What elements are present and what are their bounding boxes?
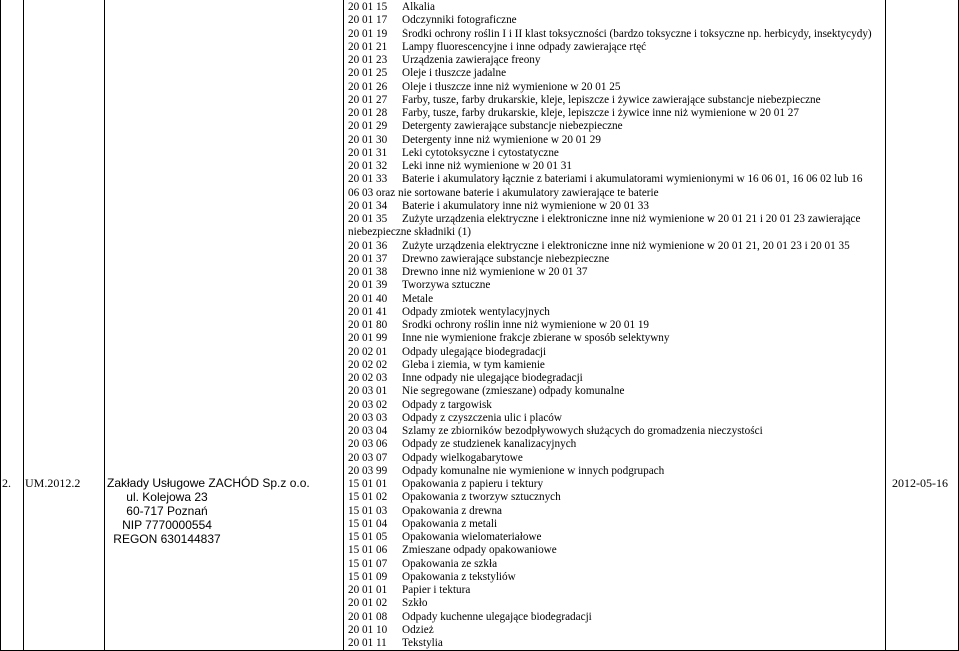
waste-description: Opakowania z drewna <box>402 504 503 517</box>
waste-code: 15 01 05 <box>348 531 388 543</box>
waste-code: 20 01 40 <box>348 292 388 305</box>
waste-description: Opakowania z papieru i tektury <box>402 478 544 490</box>
waste-description: Farby, tusze, farby drukarskie, kleje, lepiszcze i żywice zawierające substancje niebezpieczne <box>402 93 821 106</box>
waste-description: Leki inne niż wymienione w 20 01 31 <box>402 160 572 172</box>
waste-description: Odpady wielkogabarytowe <box>402 451 523 464</box>
waste-code: 15 01 02 <box>348 491 388 504</box>
waste-description: Odzież <box>402 623 434 636</box>
list-item <box>348 584 953 597</box>
list-item <box>348 94 953 107</box>
waste-description: Leki cytotoksyczne i cytostatyczne <box>402 146 559 159</box>
waste-code: 20 02 03 <box>348 372 388 384</box>
list-item <box>348 107 953 120</box>
company-regon: REGON 630144837 <box>113 532 221 546</box>
waste-description: Tworzywa sztuczne <box>402 279 491 292</box>
list-item <box>348 134 953 147</box>
waste-code: 20 01 32 <box>348 160 388 172</box>
waste-code: 20 01 17 <box>348 14 388 27</box>
waste-code: 15 01 03 <box>348 504 388 517</box>
list-item <box>348 81 953 94</box>
waste-code: 20 01 38 <box>348 266 388 278</box>
waste-description: Baterie i akumulatory inne niż wymienione w 20 01 33 <box>402 199 649 212</box>
waste-code: 20 01 28 <box>348 107 388 119</box>
waste-description: Odpady ulegające biodegradacji <box>402 345 547 358</box>
waste-description: Nie segregowane (zmieszane) odpady komunalne <box>402 385 625 398</box>
waste-code: 20 01 01 <box>348 584 388 596</box>
company-name: Zakłady Usługowe ZACHÓD Sp.z o.o. <box>107 476 310 490</box>
company-nip: NIP 7770000554 <box>122 518 212 532</box>
waste-description: Odpady z czyszczenia ulic i placów <box>402 411 562 424</box>
waste-code: 20 03 03 <box>348 411 388 424</box>
waste-code: 15 01 07 <box>348 557 388 570</box>
column-divider <box>104 0 105 651</box>
list-item <box>348 332 953 345</box>
list-item <box>348 14 953 27</box>
waste-code: 20 01 25 <box>348 67 388 80</box>
list-item <box>348 571 953 584</box>
waste-description: Zużyte urządzenia elektryczne i elektroniczne inne niż wymienione w 20 01 21 i 20 01 23 zawierające <box>402 213 861 225</box>
column-divider <box>343 0 344 651</box>
waste-code: 20 01 37 <box>348 252 388 265</box>
waste-code: 20 03 01 <box>348 385 388 398</box>
waste-description: Opakowania ze szkła <box>402 557 498 570</box>
waste-code: 20 01 36 <box>348 239 388 252</box>
list-item <box>348 213 953 226</box>
waste-description: Baterie i akumulatory łącznie z bateriami i akumulatorami wymienionymi w 16 06 01, 16 06 02 lub 16 <box>402 173 863 186</box>
waste-description: Urządzenia zawierające freony <box>402 54 541 66</box>
waste-description: Środki ochrony roślin inne niż wymienione w 20 01 19 <box>402 319 650 331</box>
list-item <box>348 412 953 425</box>
list-item <box>348 28 953 41</box>
list-item <box>348 544 953 557</box>
waste-code: 20 01 35 <box>348 213 388 225</box>
list-item <box>348 518 953 531</box>
waste-code: 20 03 06 <box>348 438 388 451</box>
list-item <box>348 200 953 213</box>
waste-description: Oleje i tłuszcze jadalne <box>402 67 507 80</box>
company-street: ul. Kolejowa 23 <box>126 490 208 504</box>
waste-description: Oleje i tłuszcze inne niż wymienione w 20 01 25 <box>402 80 621 93</box>
list-item <box>348 611 953 624</box>
waste-description: Lampy fluorescencyjne i inne odpady zawierające rtęć <box>402 40 647 53</box>
waste-description: Zużyte urządzenia elektryczne i elektroniczne inne niż wymienione w 20 01 21, 20 01 23 i 20 01 35 <box>402 239 850 252</box>
waste-description: Szkło <box>402 597 428 610</box>
list-item <box>348 385 953 398</box>
list-item <box>348 266 953 279</box>
waste-code: 20 01 80 <box>348 319 388 331</box>
waste-code: 20 01 99 <box>348 332 388 345</box>
list-item <box>348 160 953 173</box>
waste-description: Opakowania z tworzyw sztucznych <box>402 491 561 504</box>
list-item <box>348 1 953 14</box>
table-border-left <box>0 0 1 651</box>
waste-code: 20 02 02 <box>348 358 388 371</box>
row-number: 2. <box>2 476 11 490</box>
list-item <box>348 147 953 160</box>
waste-code: 20 01 31 <box>348 146 388 159</box>
waste-code: 20 02 01 <box>348 345 388 358</box>
entry-date: 2012-05-16 <box>892 476 948 490</box>
list-item <box>348 67 953 80</box>
waste-description: Detergenty inne niż wymienione w 20 01 29 <box>402 133 601 146</box>
waste-description: Odpady komunalne nie wymienione w innych podgrupach <box>402 464 665 477</box>
list-item <box>348 372 953 385</box>
list-item <box>348 465 953 478</box>
waste-description: Drewno inne niż wymienione w 20 01 37 <box>402 266 588 278</box>
waste-code: 20 03 02 <box>348 398 388 411</box>
waste-description: Detergenty zawierające substancje niebezpieczne <box>402 120 623 133</box>
list-item <box>348 293 953 306</box>
list-item <box>348 359 953 372</box>
company-city: 60-717 Poznań <box>126 504 208 518</box>
waste-description: Papier i tektura <box>402 584 471 596</box>
list-item <box>348 399 953 412</box>
waste-code-list <box>348 1 953 650</box>
waste-description: Inne nie wymienione frakcje zbierane w sposób selektywny <box>402 332 670 345</box>
waste-code: 20 01 41 <box>348 305 388 318</box>
waste-description: Alkalia <box>402 1 435 13</box>
waste-code: 20 01 11 <box>348 637 387 649</box>
registry-number: UM.2012.2 <box>25 476 81 490</box>
waste-description: Tekstylia <box>402 637 443 649</box>
list-item <box>348 226 953 239</box>
list-item <box>348 597 953 610</box>
list-item <box>348 425 953 438</box>
waste-code: 20 01 33 <box>348 173 388 186</box>
waste-description: Odczynniki fotograficzne <box>402 14 517 27</box>
waste-description: Drewno zawierające substancje niebezpieczne <box>402 252 610 265</box>
list-item <box>348 173 953 186</box>
waste-code: 20 03 99 <box>348 464 388 477</box>
waste-description: Opakowania wielomateriałowe <box>402 531 542 543</box>
waste-description: Szlamy ze zbiorników bezodpływowych służących do gromadzenia nieczystości <box>402 425 763 437</box>
list-item <box>348 505 953 518</box>
waste-code: 20 01 19 <box>348 27 388 40</box>
waste-code: 20 01 34 <box>348 199 388 212</box>
list-item <box>348 120 953 133</box>
list-item <box>348 306 953 319</box>
waste-description: Opakowania z tekstyliów <box>402 570 516 583</box>
waste-code: 20 01 23 <box>348 54 388 66</box>
list-item <box>348 319 953 332</box>
list-item <box>348 41 953 54</box>
waste-description: Odpady ze studzienek kanalizacyjnych <box>402 438 577 451</box>
list-item <box>348 346 953 359</box>
list-item <box>348 478 953 491</box>
waste-code: 15 01 09 <box>348 570 388 583</box>
waste-code: 20 01 10 <box>348 623 388 636</box>
waste-code: 20 03 04 <box>348 425 388 437</box>
waste-code: 20 01 15 <box>348 1 388 13</box>
column-divider <box>23 0 24 651</box>
waste-description: Gleba i ziemia, w tym kamienie <box>402 358 545 371</box>
waste-description: Farby, tusze, farby drukarskie, kleje, lepiszcze i żywice inne niż wymienione w 20 01 27 <box>402 107 799 119</box>
waste-description: Odpady z targowisk <box>402 398 492 411</box>
waste-code: 20 01 27 <box>348 93 388 106</box>
list-item <box>348 438 953 451</box>
list-item <box>348 187 953 200</box>
waste-code: 20 01 29 <box>348 120 388 133</box>
list-item <box>348 54 953 67</box>
list-item <box>348 452 953 465</box>
list-item <box>348 279 953 292</box>
waste-description: niebezpieczne składniki (1) <box>348 226 472 239</box>
waste-code: 15 01 04 <box>348 517 388 530</box>
list-item <box>348 240 953 253</box>
waste-code: 20 01 39 <box>348 279 388 292</box>
list-item <box>348 558 953 571</box>
list-item <box>348 491 953 504</box>
waste-description: 06 03 oraz nie sortowane baterie i akumulatory zawierające te baterie <box>348 186 659 199</box>
waste-code: 20 01 26 <box>348 80 388 93</box>
list-item <box>348 624 953 637</box>
waste-code: 15 01 06 <box>348 544 388 557</box>
waste-code: 20 01 08 <box>348 610 388 623</box>
waste-code: 15 01 01 <box>348 478 388 490</box>
waste-description: Metale <box>402 292 434 305</box>
waste-code: 20 01 21 <box>348 40 388 53</box>
waste-description: Zmieszane odpady opakowaniowe <box>402 544 557 557</box>
waste-description: Środki ochrony roślin I i II klast toksyczności (bardzo toksyczne i toksyczne np. herbicydy, insektycydy) <box>402 27 872 40</box>
list-item <box>348 253 953 266</box>
waste-code: 20 03 07 <box>348 451 388 464</box>
waste-description: Odpady kuchenne ulegające biodegradacji <box>402 610 592 623</box>
list-item <box>348 531 953 544</box>
waste-code: 20 01 30 <box>348 133 388 146</box>
waste-code: 20 01 02 <box>348 597 388 610</box>
waste-description: Opakowania z metali <box>402 517 498 530</box>
list-item <box>348 637 953 650</box>
company-address <box>107 477 327 546</box>
waste-description: Odpady zmiotek wentylacyjnych <box>402 305 550 318</box>
waste-description: Inne odpady nie ulegające biodegradacji <box>402 372 583 384</box>
